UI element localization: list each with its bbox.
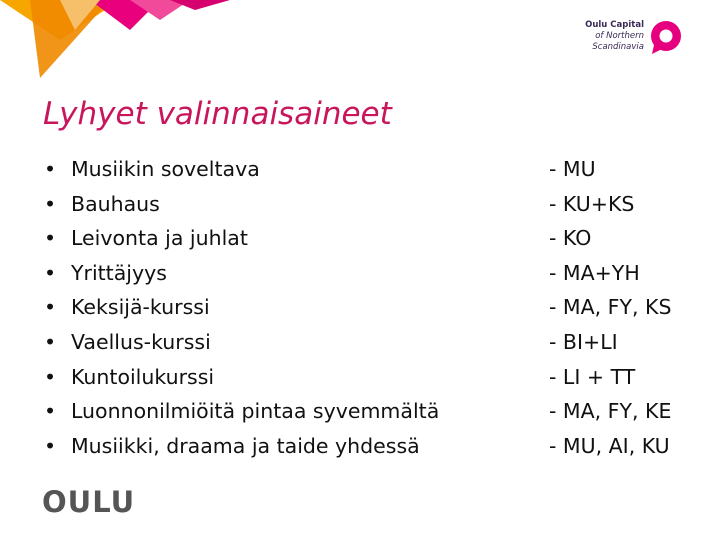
bullet: • [44,329,57,354]
speech-bubble-icon [648,19,684,55]
bullet: • [44,433,57,458]
list-item [44,325,439,360]
logo-line-1: Oulu Capital [585,20,644,30]
subject-code: - MU, AI, KU [549,433,670,458]
course-name: Musiikki, draama ja taide yhdessä [71,433,420,458]
bullet: • [44,157,57,181]
list-item [44,429,439,464]
list-item [44,187,439,222]
bullet: • [44,399,57,424]
course-list [44,152,439,463]
course-name: Yrittäjyys [71,260,167,285]
course-name: Vaellus-kurssi [71,329,211,354]
subject-code: - LI + TT [549,364,636,389]
oulu-wordmark: OULU [42,485,136,519]
list-item [44,290,439,325]
bullet: • [44,191,57,216]
subject-code: - KU+KS [549,191,635,216]
subject-code: - MU [549,157,596,181]
list-item [44,221,439,256]
logo-line-2: of Northern [595,31,644,41]
oulu-capital-logo [574,18,686,60]
list-item [44,256,439,291]
course-name: Bauhaus [71,191,160,216]
bullet: • [44,364,57,389]
list-item [44,394,439,429]
subject-code: - MA+YH [549,260,640,285]
page-title: Lyhyet valinnaisaineet [43,96,392,132]
logo-text [574,20,644,53]
subject-code: - KO [549,226,592,251]
list-item [44,360,439,395]
subject-list [549,152,671,463]
subject-code: - BI+LI [549,329,618,354]
bullet: • [44,226,57,251]
bullet: • [44,260,57,285]
bullet: • [44,295,57,320]
logo-line-3: Scandinavia [592,42,644,52]
course-name: Musiikin soveltava [71,157,260,181]
subject-code: - MA, FY, KS [549,295,672,320]
course-name: Leivonta ja juhlat [71,226,248,251]
list-item [44,152,439,187]
course-name: Kuntoilukurssi [71,364,215,389]
course-name: Luonnonilmiöitä pintaa syvemmältä [71,399,440,424]
decorative-corner-graphic [0,0,230,80]
subject-code: - MA, FY, KE [549,399,672,424]
course-name: Keksijä-kurssi [71,295,210,320]
